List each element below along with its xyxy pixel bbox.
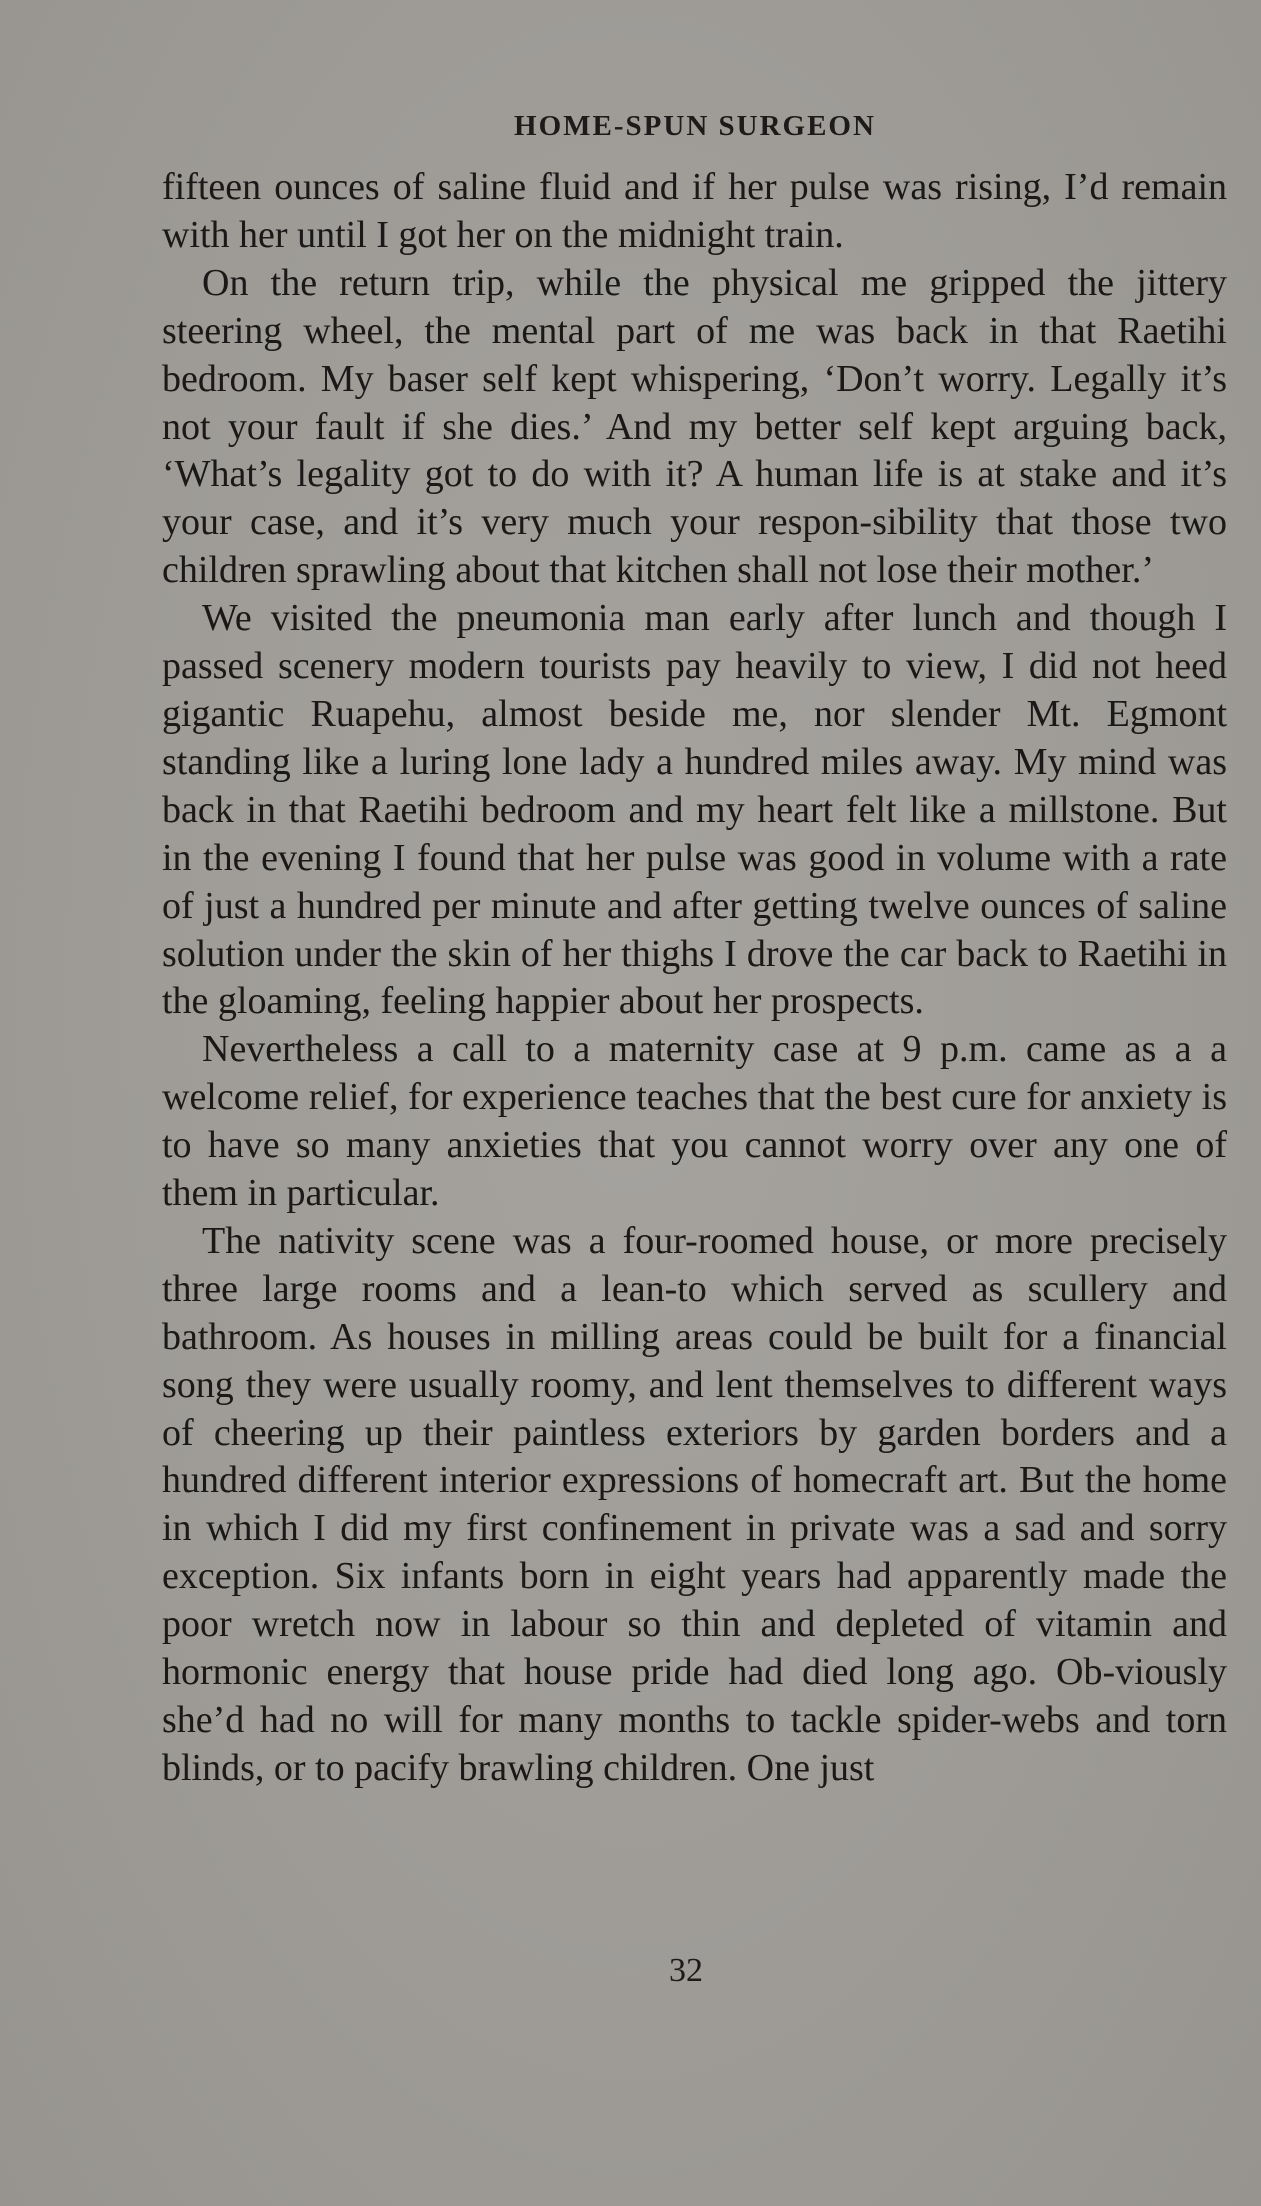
- paragraph-2: On the return trip, while the physical me gripped the jittery steering wheel, the mental part of me was back in that Raetihi bedroom. My baser self kept whispering, ‘Don’t worry. Legally it’s not your fault if she dies.’ And my better self kept arguing back, ‘What’s legality got to do with it? A human life is at stake and it’s your case, and it’s very much your respon-sibility that those two children sprawling about that kitchen shall not lose their mother.’: [162, 261, 1227, 592]
- paragraph-1: fifteen ounces of saline fluid and if her pulse was rising, I’d remain with her until I got her on the midnight train.: [162, 166, 1227, 256]
- page-number: 32: [669, 1952, 703, 1989]
- body-text: [162, 164, 1227, 1793]
- paragraph-5: The nativity scene was a four-roomed house, or more precisely three large rooms and a lean-to which served as scullery and bathroom. As houses in milling areas could be built for a financial song they were usually roomy, and lent themselves to different ways of cheering up their paintless exteriors by garden borders and a hundred different interior expressions of homecraft art. But the home in which I did my first confinement in private was a sad and sorry exception. Six infants born in eight years had apparently made the poor wretch now in labour so thin and depleted of vitamin and hormonic energy that house pride had died long ago. Ob-viously she’d had no will for many months to tackle spider-webs and torn blinds, or to pacify brawling children. One just: [162, 1219, 1227, 1789]
- paragraph-3: We visited the pneumonia man early after lunch and though I passed scenery modern tourists pay heavily to view, I did not heed gigantic Ruapehu, almost beside me, nor slender Mt. Egmont standing like a luring lone lady a hundred miles away. My mind was back in that Raetihi bedroom and my heart felt like a millstone. But in the evening I found that her pulse was good in volume with a rate of just a hundred per minute and after getting twelve ounces of saline solution under the skin of her thighs I drove the car back to Raetihi in the gloaming, feeling happier about her prospects.: [162, 597, 1227, 1023]
- running-head: HOME-SPUN SURGEON: [514, 110, 876, 142]
- paragraph-4: Nevertheless a call to a maternity case at 9 p.m. came as a a welcome relief, for experience teaches that the best cure for anxiety is to have so many anxieties that you cannot worry over any one of them in particular.: [162, 1028, 1227, 1215]
